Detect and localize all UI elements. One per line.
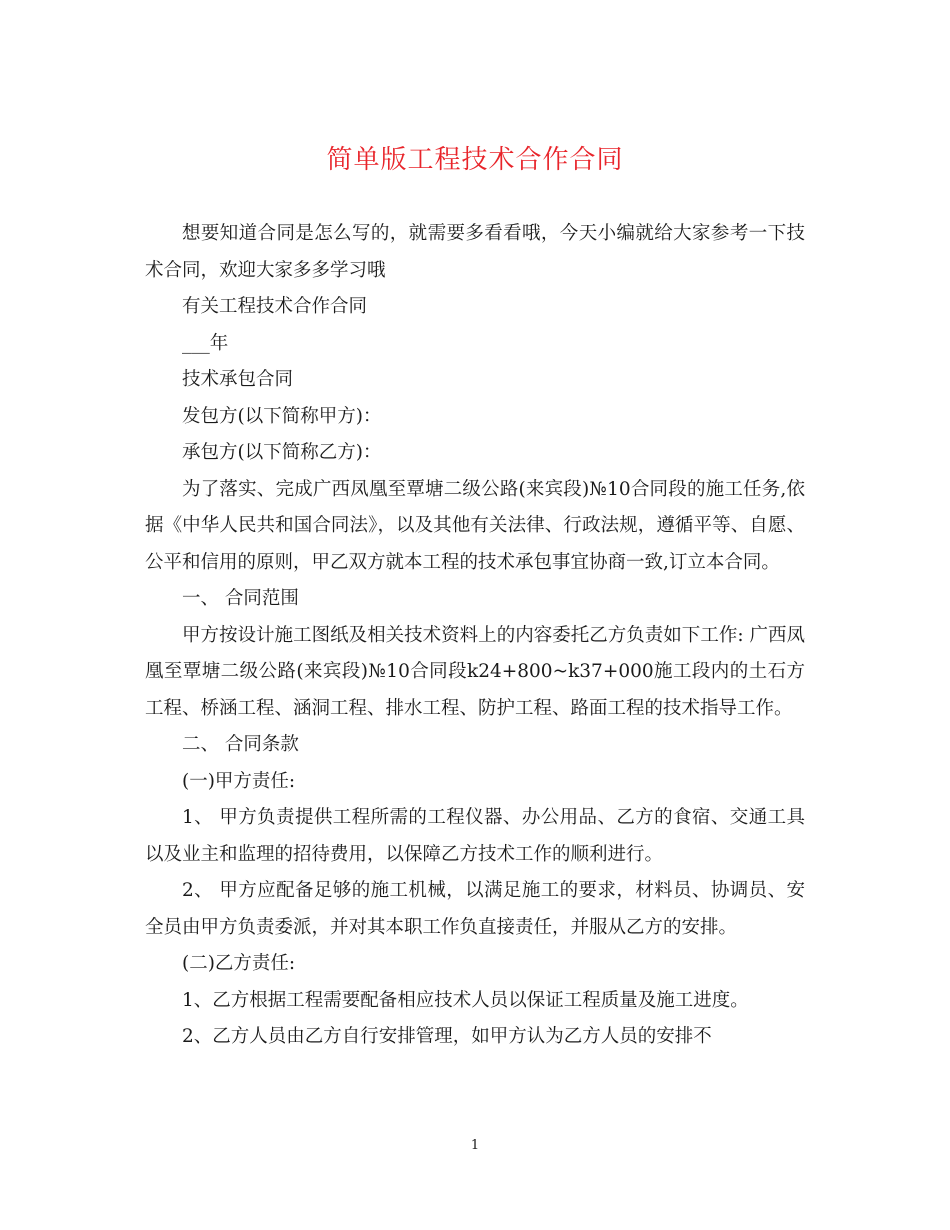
document-body (145, 216, 805, 1056)
contract-heading: 有关工程技术合作合同 (182, 296, 368, 317)
intro-paragraph: 想要知道合同是怎么写的，就需要多看看哦，今天小编就给大家参考一下技术合同，欢迎大家多多学习哦 (145, 223, 805, 281)
subheading-party-a: (一)甲方责任: (182, 770, 296, 792)
section-heading-scope: 一、 合同范围 (182, 588, 299, 609)
section-heading-terms: 二、 合同条款 (182, 734, 299, 755)
party-b-line: 承包方(以下简称乙方)： (182, 442, 382, 463)
party-b-clause-1: 1、乙方根据工程需要配备相应技术人员以保证工程质量及施工进度。 (182, 989, 749, 1011)
preamble-paragraph: 为了落实、完成广西凤凰至覃塘二级公路(来宾段)№10合同段的施工任务,依据《中华人民共和国合同法》，以及其他有关法律、行政法规，遵循平等、自愿、公平和信用的原则，甲乙双方就本工程的技术承包事宜协商一致,订立本合同。 (145, 478, 805, 573)
party-a-clause-2: 2、 甲方应配备足够的施工机械，以满足施工的要求，材料员、协调员、安全员由甲方负责委派，并对其本职工作负直接责任，并服从乙方的安排。 (145, 880, 805, 938)
subheading-party-b: (二)乙方责任: (182, 953, 296, 974)
contract-type: 技术承包合同 (182, 369, 294, 390)
party-b-clause-2: 2、乙方人员由乙方自行安排管理，如甲方认为乙方人员的安排不 (182, 1026, 712, 1047)
party-a-line: 发包方(以下简称甲方)： (182, 405, 382, 427)
party-a-clause-1: 1、 甲方负责提供工程所需的工程仪器、办公用品、乙方的食宿、交通工具以及业主和监理的招待费用，以保障乙方技术工作的顺利进行。 (145, 807, 805, 865)
year-line: ___年 (182, 332, 229, 354)
scope-paragraph: 甲方按设计施工图纸及相关技术资料上的内容委托乙方负责如下工作: 广西凤凰至覃塘二级公路(来宾段)№10合同段k24+800~k37+000施工段内的土石方工程、桥涵工程、涵洞工程、排水工程、防护工程、路面工程的技术指导工作。 (145, 624, 805, 719)
document-title: 简单版工程技术合作合同 (326, 145, 624, 175)
page-number: 1 (470, 1138, 480, 1153)
